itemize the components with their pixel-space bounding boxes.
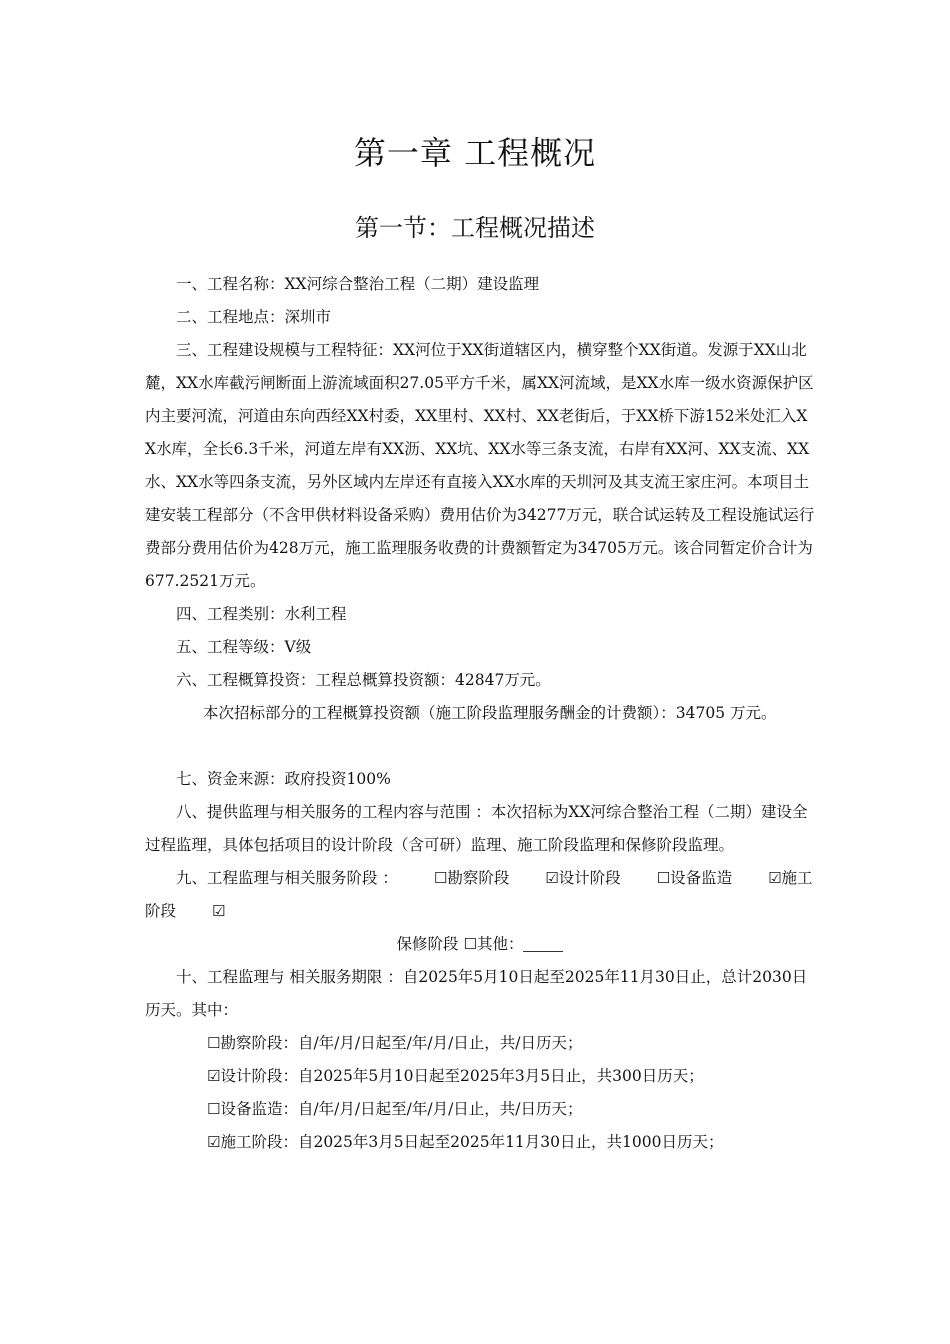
equipment-stage-label: 设备监造	[670, 869, 733, 887]
item-service-stages	[145, 862, 815, 928]
checkbox-period-design[interactable]: ☑	[207, 1067, 221, 1085]
section-title: 第一节：工程概况描述	[355, 214, 595, 242]
warranty-stage-label: 保修阶段	[396, 935, 459, 953]
item-project-scale: 三、工程建设规模与工程特征：XX河位于XX街道辖区内，横穿整个XX街道。发源于XX山北麓，XX水库截污闸断面上游流域面积27.05平方千米，属XX河流域，是XX水库一级水资源保护区内主要河流，河道由东向西经XX村委，XX里村、XX村、XX老街后，于XX桥下游152米处汇入XX水库，全长6.3千米，河道左岸有XX沥、XX坑、XX水等三条支流，右岸有XX河、XX支流、XX水、XX水等四条支流，另外区域内左岸还有直接入XX水库的天圳河及其支流王家庄河。本项目土建安装工程部分（不含甲供材料设备采购）费用估价为34277万元，联合试运转及工程设施试运行费部分费用估价为428万元，施工监理服务收费的计费额暂定为34705万元。该合同暂定价合计为677.2521万元。	[145, 341, 815, 590]
item-project-grade: 五、工程等级：V级	[176, 638, 312, 656]
blank-gap	[145, 730, 815, 763]
checkbox-period-survey[interactable]: ☐	[207, 1034, 221, 1052]
checkbox-period-construction[interactable]: ☑	[207, 1133, 221, 1151]
period-line-design	[145, 1060, 815, 1093]
period-line-equipment	[145, 1093, 815, 1126]
chapter-title: 第一章 工程概况	[353, 134, 597, 172]
document-body	[145, 268, 815, 1159]
design-stage-label: 设计阶段	[558, 869, 621, 887]
period-survey-text: 勘察阶段：自/年/月/日起至/年/月/日止，共/日历天；	[220, 1034, 583, 1052]
item-service-stages-continued	[145, 928, 815, 961]
item-service-period: 十、工程监理与 相关服务期限 ：自2025年5月10日起至2025年11月30日止，总计2030日历天。其中：	[145, 968, 808, 1019]
checkbox-construction-stage[interactable]: ☑	[768, 869, 782, 887]
item-service-scope: 八、提供监理与相关服务的工程内容与范围 ：本次招标为XX河综合整治工程（二期）建设全过程监理，具体包括项目的设计阶段（含可研）监理、施工阶段监理和保修阶段监理。	[145, 803, 808, 854]
checkbox-design-stage[interactable]: ☑	[545, 869, 559, 887]
item-funding-source: 七、资金来源：政府投资100%	[176, 770, 391, 788]
period-line-construction	[145, 1126, 815, 1159]
item-project-name: 一、工程名称：XX河综合整治工程（二期）建设监理	[176, 275, 540, 293]
period-construction-text: 施工阶段：自2025年3月5日起至2025年11月30日止，共1000日历天；	[220, 1133, 724, 1151]
survey-stage-label: 勘察阶段	[447, 869, 510, 887]
period-equipment-text: 设备监造：自/年/月/日起至/年/月/日止，共/日历天；	[220, 1100, 583, 1118]
checkbox-survey-stage[interactable]: ☐	[433, 869, 448, 887]
stages-label: 九、工程监理与相关服务阶段 ：	[176, 869, 398, 887]
construction-stage-label: 施工阶段	[145, 869, 813, 920]
period-line-survey	[145, 1027, 815, 1060]
checkbox-other-stage[interactable]: ☐	[463, 935, 477, 953]
item-project-location: 二、工程地点：深圳市	[176, 308, 332, 326]
other-stage-label: 其他：	[476, 935, 524, 953]
item-project-category: 四、工程类别：水利工程	[176, 605, 347, 623]
item-project-investment: 六、工程概算投资：工程总概算投资额：42847万元。	[176, 671, 551, 689]
checkbox-warranty-stage[interactable]: ☑	[211, 902, 226, 920]
checkbox-equipment-stage[interactable]: ☐	[656, 869, 671, 887]
item-tender-investment: 本次招标部分的工程概算投资额（施工阶段监理服务酬金的计费额）：34705 万元。	[203, 704, 777, 722]
checkbox-period-equipment[interactable]: ☐	[207, 1100, 221, 1118]
other-stage-blank[interactable]	[523, 933, 563, 952]
period-design-text: 设计阶段：自2025年5月10日起至2025年3月5日止，共300日历天；	[220, 1067, 704, 1085]
